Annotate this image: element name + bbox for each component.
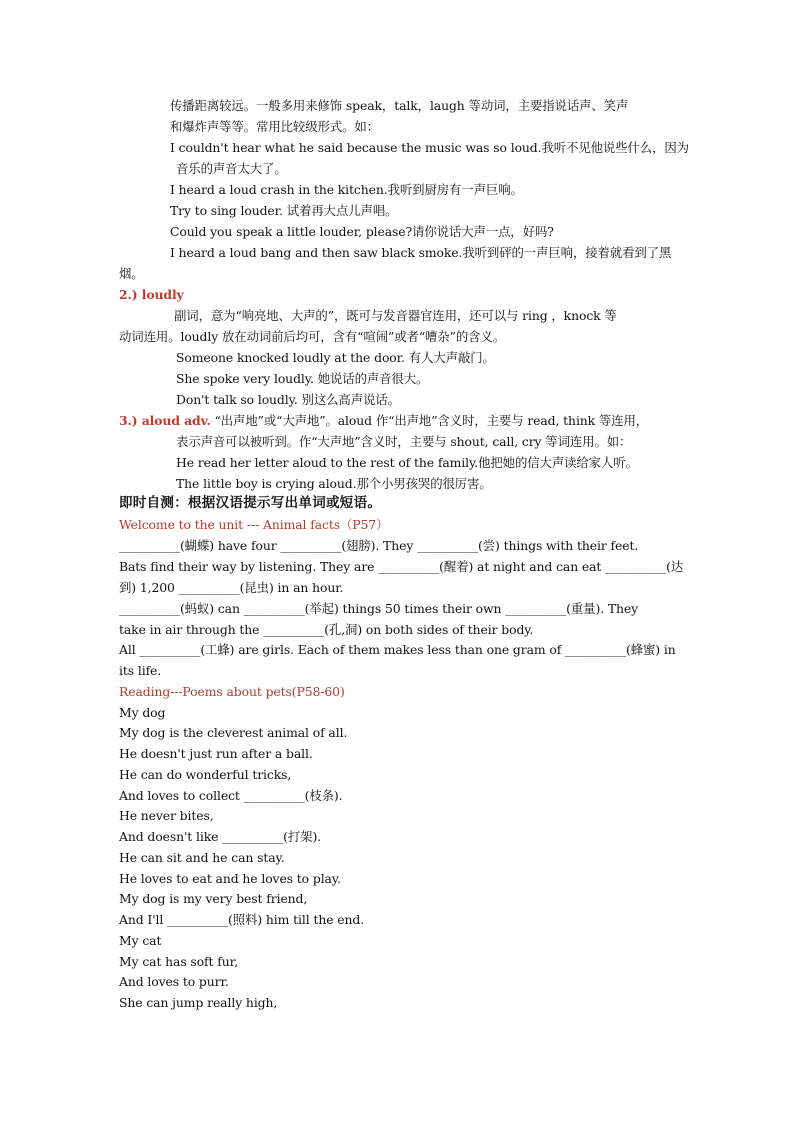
aloud-first-line xyxy=(119,412,648,430)
text-line: 动词连用。loudly 放在动词前后均可，含有“喧闹”或者“嘈杂”的含义。 xyxy=(119,329,506,344)
text-line: I heard a loud bang and then saw black smoke.我听到砰的一声巨响，接着就看到了黑 xyxy=(170,245,672,260)
section-heading-loudly: 2.) loudly xyxy=(119,287,184,302)
poem-line: And I'll __________(照料) him till the end. xyxy=(119,912,365,927)
poem-line: My cat xyxy=(119,933,162,948)
exercise-line: 到) 1,200 __________(昆虫) in an hour. xyxy=(119,580,344,595)
text-line: 副词，意为“响亮地、大声的”，既可与发音器官连用，还可以与 ring ，knock 等 xyxy=(174,308,617,323)
exercise-line: __________(蝴蝶) have four __________(翅膀). They __________(尝) things with their feet. xyxy=(119,538,639,553)
text-line: 音乐的声音太大了。 xyxy=(176,161,287,176)
section-heading-aloud: 3.) aloud adv. xyxy=(119,413,211,428)
example-line: The little boy is crying aloud.那个小男孩哭的很厉害。 xyxy=(176,476,492,491)
example-line: She spoke very loudly. 她说话的声音很大。 xyxy=(176,371,429,386)
exercise-line: take in air through the __________(孔,洞) on both sides of their body. xyxy=(119,622,534,637)
example-line: Don't talk so loudly. 别这么高声说话。 xyxy=(176,392,400,407)
poem-line: My cat has soft fur, xyxy=(119,954,238,969)
poem-line: My dog xyxy=(119,705,166,720)
poem-line: He never bites, xyxy=(119,808,214,823)
poem-line: My dog is the cleverest animal of all. xyxy=(119,725,348,740)
text-line: 传播距离较远。一般多用来修饰 speak，talk，laugh 等动词，主要指说话声、笑声 xyxy=(170,98,629,113)
poem-line: He can sit and he can stay. xyxy=(119,850,285,865)
text-line: “出声地”或“大声地”。aloud 作“出声地”含义时，主要与 read, think 等连用， xyxy=(214,413,649,428)
text-line: I heard a loud crash in the kitchen.我听到厨房有一声巨响。 xyxy=(170,182,523,197)
example-line: He read her letter aloud to the rest of the family.他把她的信大声读给家人听。 xyxy=(176,455,638,470)
text-line: 烟。 xyxy=(119,266,144,281)
poem-line: And loves to purr. xyxy=(119,974,229,989)
welcome-heading: Welcome to the unit --- Animal facts（P57） xyxy=(119,517,389,532)
poem-line: My dog is my very best friend, xyxy=(119,891,308,906)
text-line: Try to sing louder. 试着再大点儿声唱。 xyxy=(170,203,398,218)
text-line: Could you speak a little louder, please?请你说话大声一点，好吗? xyxy=(170,224,554,239)
poem-line: And doesn't like __________(打架). xyxy=(119,829,322,844)
text-line: I couldn't hear what he said because the music was so loud.我听不见他说些什么，因为 xyxy=(170,140,689,155)
quiz-title: 即时自测：根据汉语提示写出单词或短语。 xyxy=(119,495,382,511)
exercise-line: __________(蚂蚁) can __________(举起) things 50 times their own __________(重量). They xyxy=(119,601,639,616)
example-line: Someone knocked loudly at the door. 有人大声敲门。 xyxy=(176,350,495,365)
poem-line: He loves to eat and he loves to play. xyxy=(119,871,341,886)
poem-line: He doesn't just run after a ball. xyxy=(119,746,313,761)
text-line: 和爆炸声等等。常用比较级形式。如： xyxy=(170,119,379,134)
exercise-line: its life. xyxy=(119,663,162,678)
exercise-line: All __________(工蜂) are girls. Each of them makes less than one gram of __________(蜂蜜) in xyxy=(119,642,676,657)
exercise-line: Bats find their way by listening. They are __________(醒着) at night and can eat __________(达 xyxy=(119,559,684,574)
reading-heading: Reading---Poems about pets(P58-60) xyxy=(119,684,345,699)
poem-line: She can jump really high, xyxy=(119,995,278,1010)
poem-line: And loves to collect __________(枝条). xyxy=(119,788,343,803)
text-line: 表示声音可以被听到。作“大声地”含义时，主要与 shout, call, cry 等词连用。如： xyxy=(176,434,632,449)
poem-line: He can do wonderful tricks, xyxy=(119,767,292,782)
